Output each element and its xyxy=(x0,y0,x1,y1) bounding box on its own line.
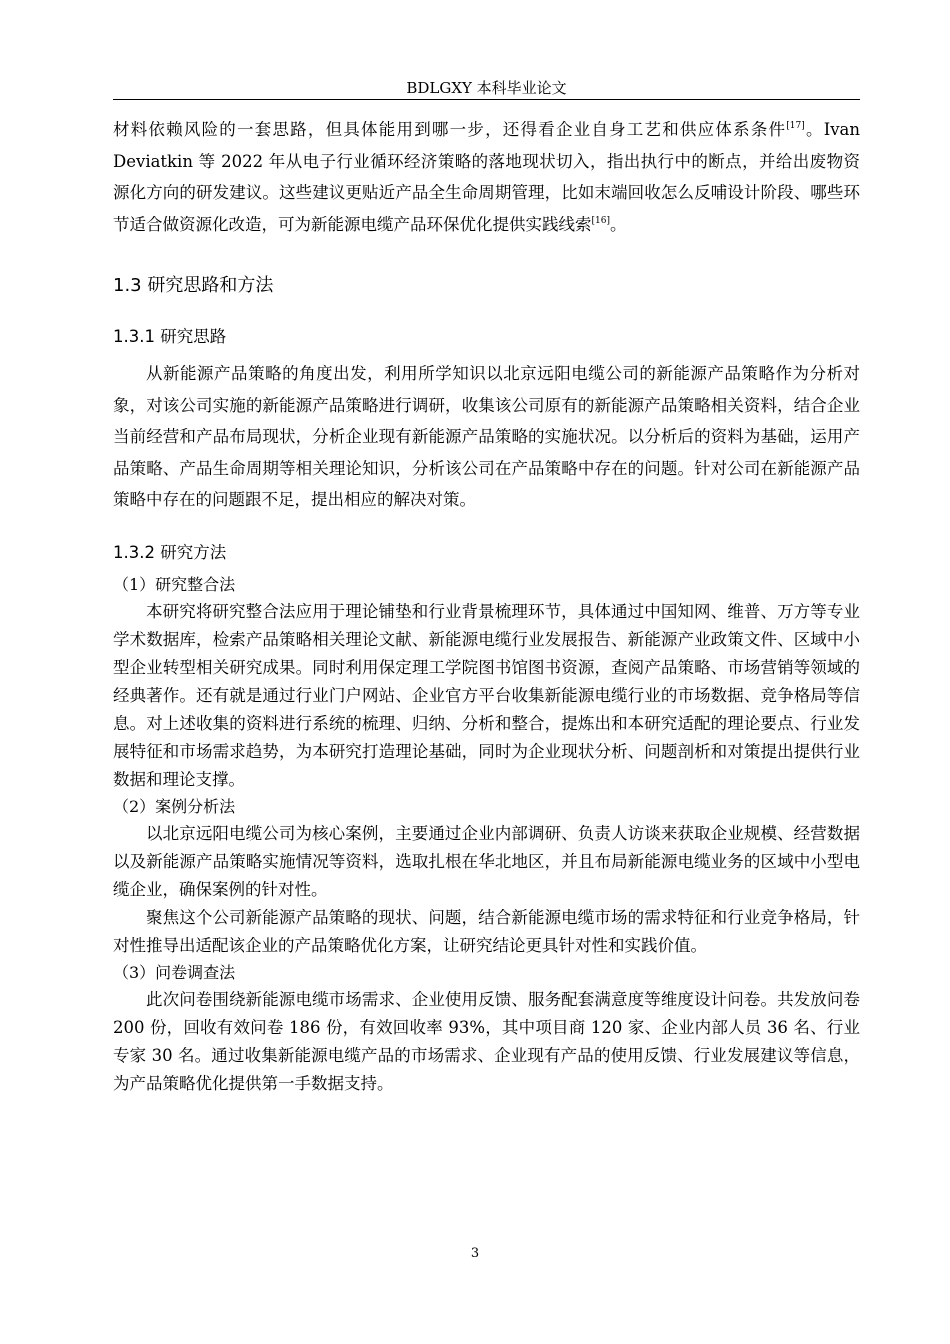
method-3-label: （3）问卷调查法 xyxy=(113,962,236,982)
citation-16: [16] xyxy=(591,215,610,226)
running-header: BDLGXY 本科毕业论文 xyxy=(406,79,567,97)
research-approach-paragraph: 从新能源产品策略的角度出发，利用所学知识以北京远阳电缆公司的新能源产品策略作为分析对象，对该公司实施的新能源产品策略进行调研，收集该公司原有的新能源产品策略相关资料，结合企业当前经营和产品布局现状，分析企业现有新能源产品策略的实施状况。以分析后的资料为基础，运用产品策略、产品生命周期等相关理论知识，分析该公司在产品策略中存在的问题。针对公司在新能源产品策略中存在的问题跟不足，提出相应的解决对策。 xyxy=(113,364,860,509)
method-2-label: （2）案例分析法 xyxy=(113,796,236,816)
method-2-paragraph-2: 聚焦这个公司新能源产品策略的现状、问题，结合新能源电缆市场的需求特征和行业竞争格局，针对性推导出适配该企业的产品策略优化方案，让研究结论更具针对性和实践价值。 xyxy=(113,907,860,955)
intro-paragraph xyxy=(113,114,860,240)
page-content xyxy=(113,114,860,1098)
header-rule xyxy=(113,99,860,100)
method-1-paragraph: 本研究将研究整合法应用于理论铺垫和行业背景梳理环节，具体通过中国知网、维普、万方等专业学术数据库，检索产品策略相关理论文献、新能源电缆行业发展报告、新能源产业政策文件、区域中小型企业转型相关研究成果。同时利用保定理工学院图书馆图书资源，查阅产品策略、市场营销等领域的经典著作。还有就是通过行业门户网站、企业官方平台收集新能源电缆行业的市场数据、竞争格局等信息。对上述收集的资料进行系统的梳理、归纳、分析和整合，提炼出和本研究适配的理论要点、行业发展特征和市场需求趋势，为本研究打造理论基础，同时为企业现状分析、问题剖析和对策提出提供行业数据和理论支撑。 xyxy=(113,601,860,789)
method-1-label: （1）研究整合法 xyxy=(113,574,236,594)
page-number: 3 xyxy=(470,1246,480,1261)
intro-text-2: 。Ivan Deviatkin 等 2022 年从电子行业循环经济策略的落地现状切入，指出执行中的断点，并给出废物资源化方向的研发建议。这些建议更贴近产品全生命周期管理，比如末端回收怎么反哺设计阶段、哪些环节适合做资源化改造，可为新能源电缆产品环保优化提供实践线索 xyxy=(113,120,861,234)
method-2-paragraph-1: 以北京远阳电缆公司为核心案例，主要通过企业内部调研、负责人访谈来获取企业规模、经营数据以及新能源产品策略实施情况等资料，选取扎根在华北地区，并且布局新能源电缆业务的区域中小型电缆企业，确保案例的针对性。 xyxy=(113,823,860,899)
section-1-3-heading: 1.3 研究思路和方法 xyxy=(113,275,274,296)
citation-17: [17] xyxy=(786,121,805,131)
section-1-3-1-heading: 1.3.1 研究思路 xyxy=(113,327,227,346)
method-3-paragraph: 此次问卷围绕新能源电缆市场需求、企业使用反馈、服务配套满意度等维度设计问卷。共发放问卷 200 份，回收有效问卷 186 份，有效回收率 93%，其中项目商 120 家、企业内部人员 36 名、行业专家 30 名。通过收集新能源电缆产品的市场需求、企业现有产品的使用反馈、行业发展建议等信息，为产品策略优化提供第一手数据支持。 xyxy=(113,989,860,1093)
section-1-3-2-heading: 1.3.2 研究方法 xyxy=(113,542,227,562)
intro-text-1: 材料依赖风险的一套思路，但具体能用到哪一步，还得看企业自身工艺和供应体系条件 xyxy=(113,120,787,139)
intro-text-3: 。 xyxy=(609,214,627,234)
